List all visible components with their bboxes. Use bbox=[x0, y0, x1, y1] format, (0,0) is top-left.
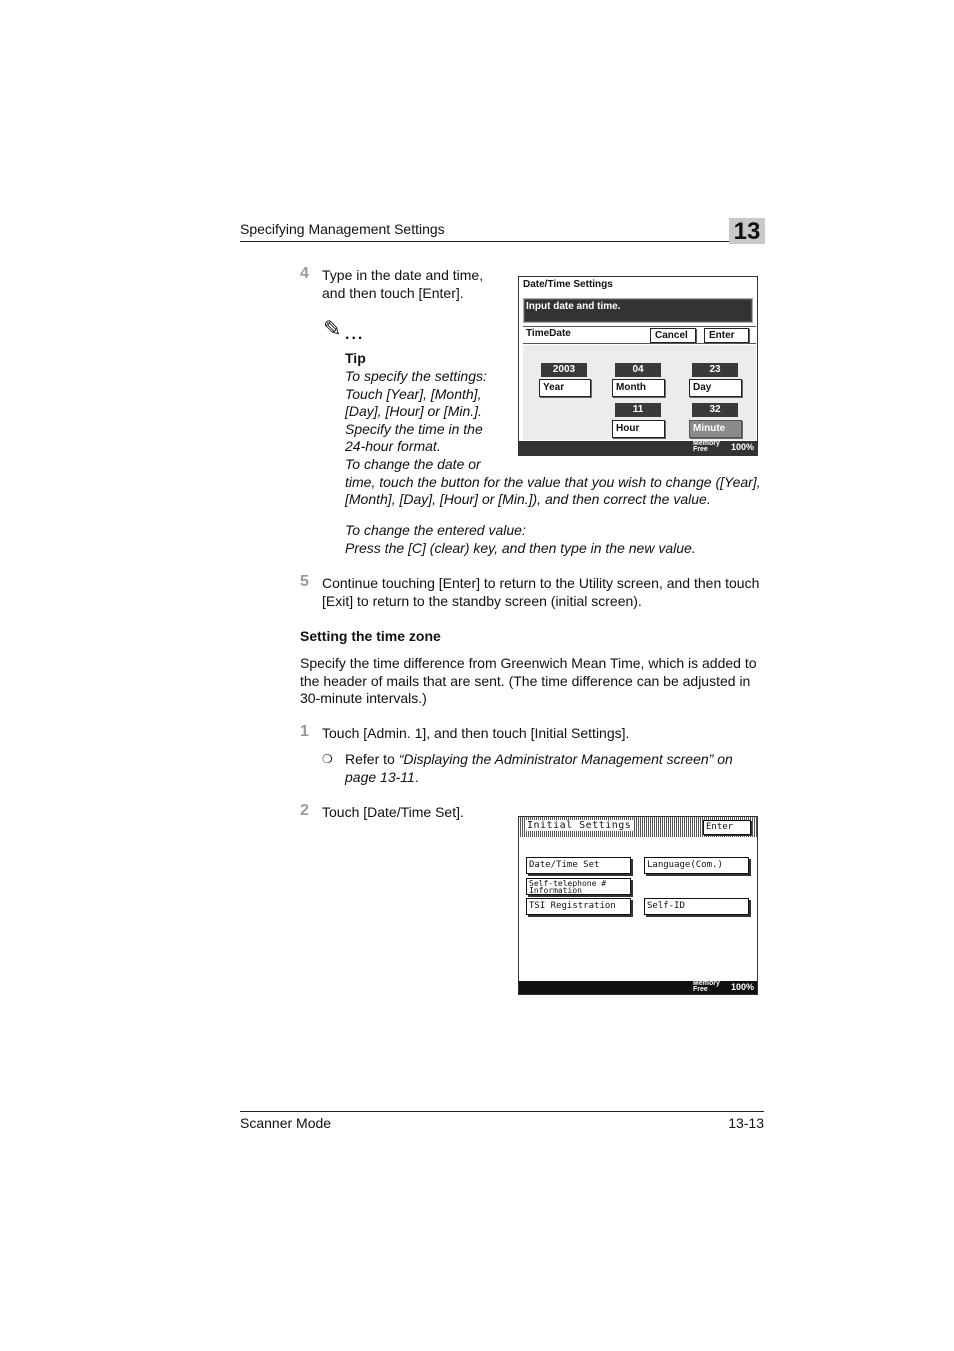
memory-value: 100% bbox=[731, 442, 755, 452]
tip-line: 24-hour format. bbox=[345, 438, 441, 455]
year-button[interactable]: Year bbox=[539, 379, 591, 397]
ref-link-text[interactable]: “Displaying the Administrator Management screen” on bbox=[398, 751, 733, 767]
screen-title: Initial Settings bbox=[527, 820, 632, 831]
step-line: [Exit] to return to the standby screen (initial screen). bbox=[322, 592, 642, 609]
step-text: Touch [Date/Time Set]. bbox=[322, 804, 464, 820]
message-bar bbox=[523, 298, 753, 323]
footer-section-name: Scanner Mode bbox=[240, 1115, 332, 1131]
memory-value: 100% bbox=[731, 982, 755, 992]
reference-text bbox=[345, 751, 733, 786]
pencil-note-icon: ✎ bbox=[323, 316, 342, 341]
hour-value: 11 bbox=[615, 403, 661, 417]
section-paragraph bbox=[300, 655, 757, 708]
running-header-title: Specifying Management Settings bbox=[240, 221, 445, 237]
tip-line: To change the date or bbox=[345, 455, 481, 472]
paragraph-line: 30-minute intervals.) bbox=[300, 690, 427, 707]
day-button[interactable]: Day bbox=[689, 379, 742, 397]
tip-line: [Month], [Day], [Hour] or [Min.]), and then correct the value. bbox=[345, 491, 711, 508]
tip-line: [Day], [Hour] or [Min.]. bbox=[345, 403, 482, 420]
tip-line: Press the [C] (clear) key, and then type in the new value. bbox=[345, 539, 696, 556]
screen-title-bar bbox=[519, 817, 757, 837]
button-line: Information bbox=[529, 886, 582, 895]
ref-suffix: . bbox=[414, 768, 419, 785]
step-number: 4 bbox=[300, 265, 309, 282]
tip-label: Tip bbox=[345, 350, 366, 366]
screen-footer bbox=[519, 441, 757, 455]
tip-line: To change the entered value: bbox=[345, 522, 526, 538]
chapter-number-badge: 13 bbox=[729, 218, 765, 244]
memory-indicator bbox=[693, 981, 753, 994]
step-text: Touch [Admin. 1], and then touch [Initial Settings]. bbox=[322, 725, 630, 741]
date-time-field-area bbox=[523, 345, 756, 440]
cancel-button[interactable]: Cancel bbox=[650, 328, 696, 343]
ref-link-page[interactable]: page 13-11 bbox=[345, 768, 415, 785]
screen-title: Date/Time Settings bbox=[523, 279, 613, 290]
month-button[interactable]: Month bbox=[612, 379, 665, 397]
initial-settings-screen bbox=[518, 816, 758, 995]
minute-value: 32 bbox=[692, 403, 738, 417]
tip-dots: ... bbox=[345, 326, 365, 343]
step-number: 1 bbox=[300, 723, 309, 740]
paragraph-line: Specify the time difference from Greenwich Mean Time, which is added to bbox=[300, 655, 757, 671]
tsi-registration-button[interactable]: TSI Registration bbox=[526, 898, 631, 915]
month-value: 04 bbox=[615, 363, 661, 377]
language-button[interactable]: Language(Com.) bbox=[644, 857, 749, 874]
year-value: 2003 bbox=[541, 363, 587, 377]
self-id-button[interactable]: Self-ID bbox=[644, 898, 749, 915]
button-line: Self-telephone # bbox=[529, 879, 607, 888]
tab-row bbox=[523, 326, 756, 344]
date-time-settings-screen bbox=[518, 276, 758, 456]
header-rule bbox=[240, 241, 764, 242]
section-heading: Setting the time zone bbox=[300, 628, 441, 644]
ref-prefix: Refer to bbox=[345, 751, 399, 767]
self-telephone-button[interactable] bbox=[526, 878, 631, 895]
tab-timedate[interactable]: TimeDate bbox=[526, 328, 571, 339]
step-line: Type in the date and time, bbox=[322, 267, 484, 283]
step-line: Continue touching [Enter] to return to the Utility screen, and then touch bbox=[322, 575, 760, 591]
memory-label: Free bbox=[693, 986, 708, 993]
step-text bbox=[322, 575, 759, 610]
memory-label: Free bbox=[693, 446, 708, 453]
step-line: and then touch [Enter]. bbox=[322, 284, 464, 301]
minute-button[interactable]: Minute bbox=[689, 420, 742, 438]
tip-note bbox=[345, 522, 696, 557]
memory-label: Memory bbox=[693, 980, 720, 987]
tip-line: To specify the settings: bbox=[345, 368, 487, 384]
enter-button[interactable]: Enter bbox=[703, 820, 751, 835]
day-value: 23 bbox=[692, 363, 738, 377]
tip-line: Specify the time in the bbox=[345, 420, 483, 437]
footer-rule bbox=[240, 1111, 764, 1112]
step-text bbox=[322, 267, 483, 302]
message-text: Input date and time. bbox=[526, 301, 621, 312]
screen-footer bbox=[519, 981, 757, 994]
tip-line: time, touch the button for the value that you wish to change ([Year], bbox=[345, 473, 761, 490]
date-time-set-button[interactable]: Date/Time Set bbox=[526, 857, 631, 874]
paragraph-line: the header of mails that are sent. (The time difference can be adjusted in bbox=[300, 672, 751, 689]
hour-button[interactable]: Hour bbox=[612, 420, 665, 438]
step-number: 5 bbox=[300, 573, 309, 590]
bullet-icon: ❍ bbox=[322, 752, 333, 766]
enter-button[interactable]: Enter bbox=[704, 328, 749, 343]
memory-label: Memory bbox=[693, 440, 720, 447]
tip-line: Touch [Year], [Month], bbox=[345, 385, 482, 402]
page-number: 13-13 bbox=[728, 1115, 764, 1131]
step-number: 2 bbox=[300, 802, 309, 819]
memory-indicator bbox=[693, 441, 753, 455]
